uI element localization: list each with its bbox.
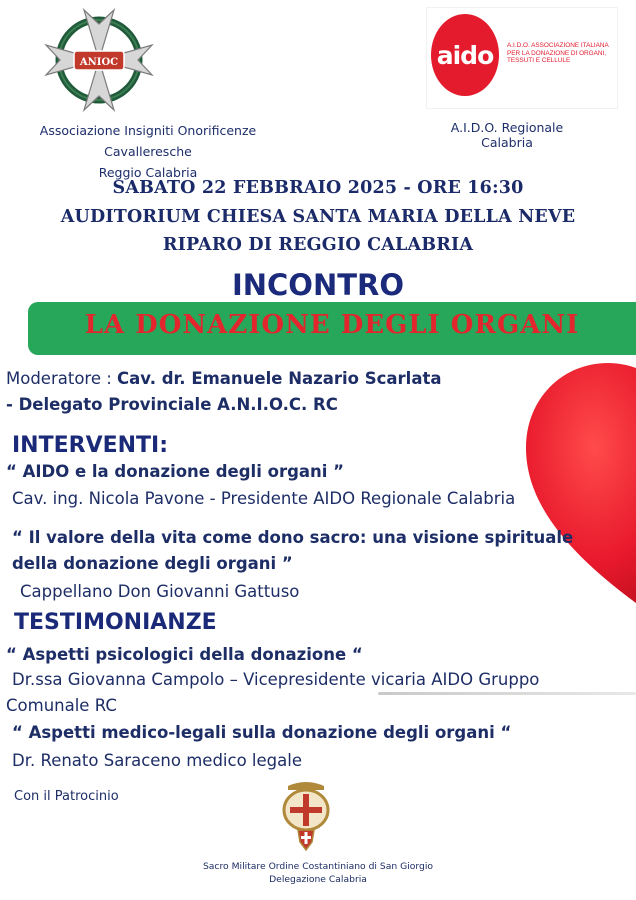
talk2-title-line2: della donazione degli organi ”	[12, 554, 293, 573]
talk2-title-line1: “ Il valore della vita come dono sacro: una visione spirituale	[12, 528, 574, 547]
footer-org	[160, 860, 476, 886]
incontro-heading: INCONTRO	[231, 268, 405, 302]
aido-circle	[431, 14, 499, 96]
moderator-role: - Delegato Provinciale A.N.I.O.C. RC	[6, 395, 338, 414]
aido-wordmark: aido	[436, 40, 494, 70]
talk3-speaker-line1: Dr.ssa Giovanna Campolo – Vicepresidente vicaria AIDO Gruppo	[12, 670, 540, 689]
footer-org-line2: Delegazione Calabria	[269, 874, 367, 885]
moderator-label: Moderatore :	[6, 369, 118, 388]
title-banner-text: LA DONAZIONE DEGLI ORGANI	[84, 310, 580, 340]
anioc-logo	[40, 4, 158, 116]
interventi-heading: INTERVENTI:	[12, 433, 169, 458]
aido-subtitle: A.I.D.O. ASSOCIAZIONE ITALIANA PER LA DONAZIONE DI ORGANI, TESSUTI E CELLULE	[507, 42, 609, 65]
talk1-speaker: Cav. ing. Nicola Pavone - Presidente AIDO Regionale Calabria	[12, 489, 516, 508]
moderator-line	[6, 369, 442, 388]
event-location: RIPARO DI REGGIO CALABRIA	[162, 235, 474, 255]
talk2-speaker: Cappellano Don Giovanni Gattuso	[20, 582, 300, 601]
assoc-left-line2: Reggio Calabria	[98, 165, 198, 180]
moderator-name: Cav. dr. Emanuele Nazario Scarlata	[117, 369, 442, 388]
footer-org-line1: Sacro Militare Ordine Costantiniano di San Giorgio	[202, 861, 434, 872]
talk4-speaker: Dr. Renato Saraceno medico legale	[12, 751, 302, 770]
divider-line	[378, 692, 636, 695]
testimonianze-heading: TESTIMONIANZE	[14, 610, 217, 635]
event-details	[0, 174, 636, 260]
assoc-right: A.I.D.O. Regionale Calabria	[450, 120, 564, 150]
talk1-title: “ AIDO e la donazione degli organi ”	[6, 462, 345, 481]
assoc-left-line1: Associazione Insigniti Onorificenze Cavalleresche	[39, 123, 257, 159]
talk3-title: “ Aspetti psicologici della donazione “	[6, 645, 363, 664]
patrocinio-label: Con il Patrocinio	[14, 789, 119, 804]
aido-logo	[427, 8, 617, 108]
talk3-speaker-line2: Comunale RC	[6, 696, 117, 715]
event-date: SABATO 22 FEBBRAIO 2025 - ORE 16:30	[112, 178, 524, 198]
event-venue: AUDITORIUM CHIESA SANTA MARIA DELLA NEVE	[60, 206, 576, 227]
heart-icon	[508, 353, 636, 603]
svg-text:ANIOC: ANIOC	[79, 57, 119, 68]
talk4-title: “ Aspetti medico-legali sulla donazione degli organi “	[12, 723, 512, 742]
order-crest-icon	[278, 780, 334, 854]
